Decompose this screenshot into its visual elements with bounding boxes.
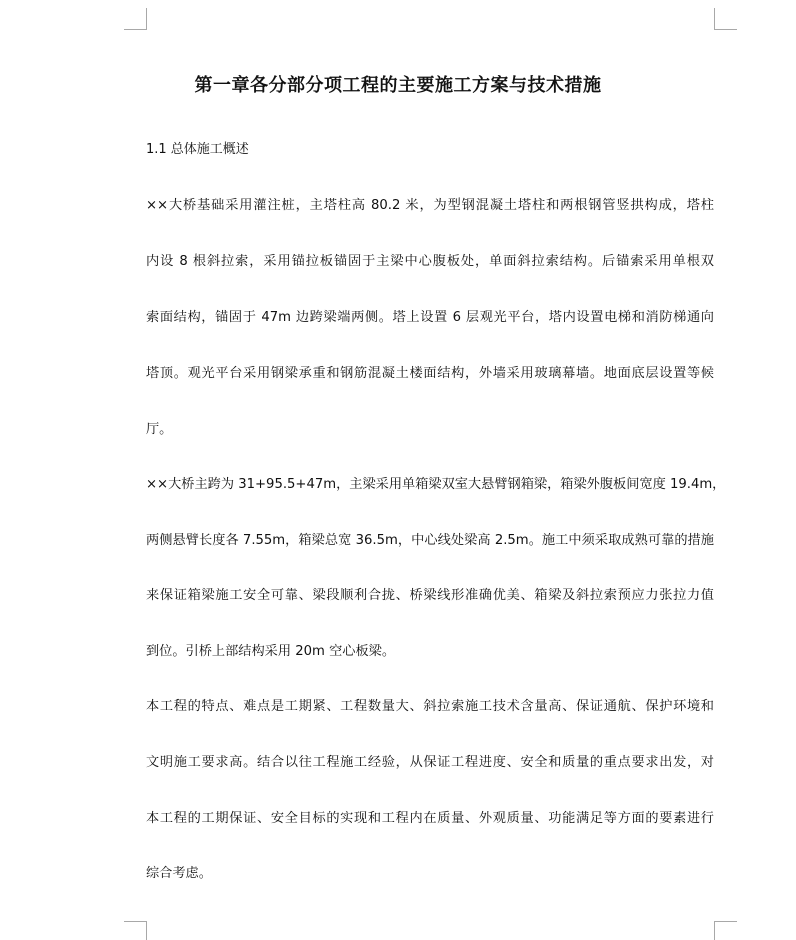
paragraph-line: 综合考虑。	[146, 866, 212, 881]
section-heading: 1.1 总体施工概述	[146, 142, 249, 157]
paragraph-line: 文明施工要求高。结合以往工程施工经验，从保证工程进度、安全和质量的重点要求出发，对	[146, 755, 714, 770]
crop-mark-top-left-h	[124, 29, 147, 30]
paragraph-line: 来保证箱梁施工安全可靠、梁段顺利合拢、桥梁线形准确优美、箱梁及斜拉索预应力张拉力值	[146, 588, 714, 603]
paragraph-line: 厅。	[146, 422, 173, 437]
paragraph-line: 内设 8 根斜拉索，采用锚拉板锚固于主梁中心腹板处，单面斜拉索结构。后锚索采用单根双	[146, 254, 714, 269]
crop-mark-top-right-h	[714, 29, 737, 30]
paragraph-line: 索面结构，锚固于 47m 边跨梁端两侧。塔上设置 6 层观光平台，塔内设置电梯和消防梯通向	[146, 310, 714, 325]
paragraph-line: 本工程的特点、难点是工期紧、工程数量大、斜拉索施工技术含量高、保证通航、保护环境和	[146, 699, 714, 714]
crop-mark-top-left	[146, 8, 147, 30]
paragraph-line: 两侧悬臂长度各 7.55m，箱梁总宽 36.5m，中心线处梁高 2.5m。施工中须采取成熟可靠的措施	[146, 533, 714, 548]
paragraph-line: ××大桥基础采用灌注桩，主塔柱高 80.2 米，为型钢混凝土塔柱和两根钢管竖拱构成，塔柱	[146, 198, 714, 213]
crop-mark-bottom-right	[714, 921, 715, 940]
crop-mark-bottom-left	[146, 921, 147, 940]
crop-mark-top-right	[714, 8, 715, 30]
paragraph-line: ××大桥主跨为 31+95.5+47m，主梁采用单箱梁双室大悬臂钢箱梁，箱梁外腹板间宽度 19.4m，	[146, 477, 726, 492]
paragraph-line: 本工程的工期保证、安全目标的实现和工程内在质量、外观质量、功能满足等方面的要素进行	[146, 811, 714, 826]
paragraph-line: 到位。引桥上部结构采用 20m 空心板梁。	[146, 644, 396, 659]
paragraph-line: 塔顶。观光平台采用钢梁承重和钢筋混凝土楼面结构，外墙采用玻璃幕墙。地面底层设置等候	[146, 366, 714, 381]
crop-mark-bottom-left-h	[124, 921, 147, 922]
crop-mark-bottom-right-h	[714, 921, 737, 922]
document-title: 第一章各分部分项工程的主要施工方案与技术措施	[194, 75, 602, 96]
